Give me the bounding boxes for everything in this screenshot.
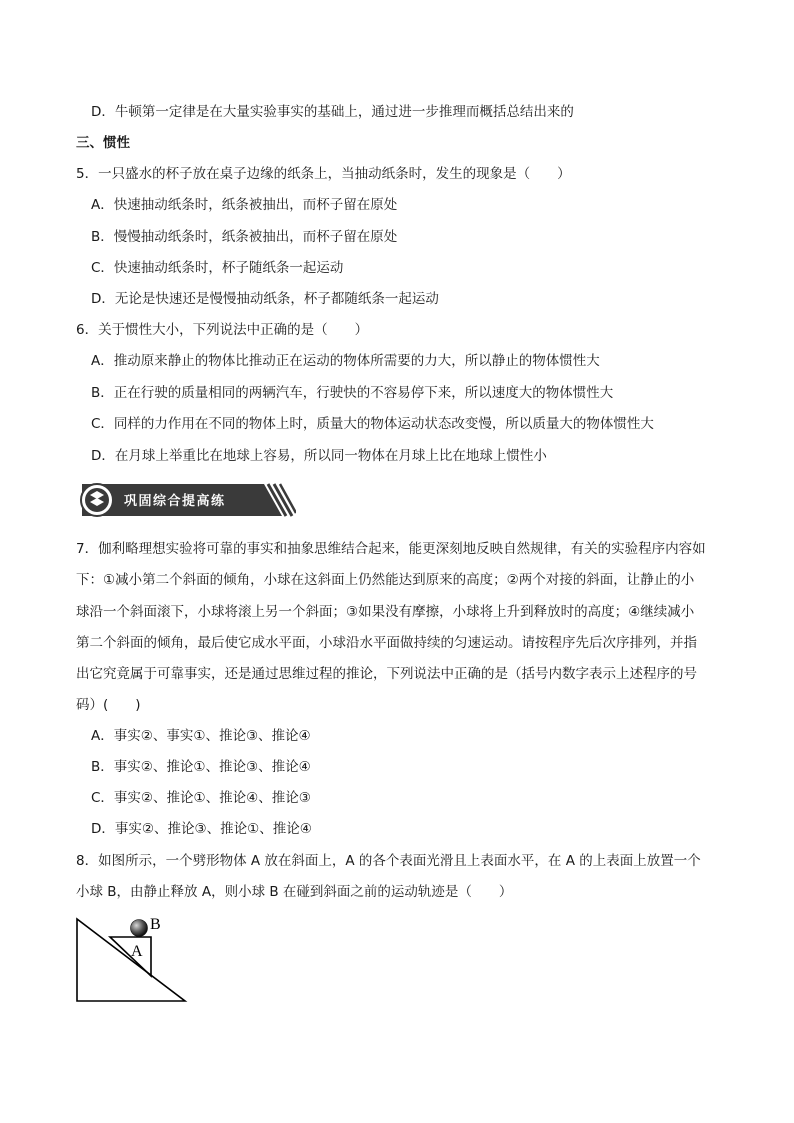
q7-stem-line-3: 球沿一个斜面滚下，小球将滚上另一个斜面；③如果没有摩擦，小球将上升到释放时的高度；④继续减小 [76, 604, 695, 620]
label-a: A [131, 943, 143, 960]
q7-stem-line-6: 码）( ) [76, 697, 141, 713]
q7-option-c: C．事实②、推论①、推论④、推论③ [91, 790, 311, 806]
q6-stem: 6．关于惯性大小，下列说法中正确的是（ ） [76, 322, 369, 338]
q7-stem-line-2: 下：①减小第二个斜面的倾角，小球在这斜面上仍然能达到原来的高度；②两个对接的斜面，让静止的小 [76, 572, 695, 588]
q8-stem-line-1: 8．如图所示，一个劈形物体 A 放在斜面上，A 的各个表面光滑且上表面水平，在 A 的上表面上放置一个 [76, 853, 701, 869]
q7-stem-line-4: 第二个斜面的倾角，最后使它成水平面，小球沿水平面做持续的匀速运动。请按程序先后次序排列，并指 [76, 635, 697, 651]
q5-option-a: A．快速抽动纸条时，纸条被抽出，而杯子留在原处 [91, 197, 398, 213]
q7-stem-line-5: 出它究竟属于可靠事实，还是通过思维过程的推论，下列说法中正确的是（括号内数字表示上述程序的号 [76, 666, 697, 682]
q4-option-d: D．牛顿第一定律是在大量实验事实的基础上，通过进一步推理而概括总结出来的 [91, 104, 574, 120]
q7-stem-line-1: 7．伽利略理想实验将可靠的事实和抽象思维结合起来，能更深刻地反映自然规律，有关的实验程序内容如 [76, 541, 706, 557]
section-heading: 三、惯性 [76, 135, 130, 151]
q8-figure [68, 908, 198, 1008]
q5-option-d: D．无论是快速还是慢慢抽动纸条，杯子都随纸条一起运动 [91, 291, 439, 307]
label-b: B [150, 916, 161, 933]
q7-option-a: A．事实②、事实①、推论③、推论④ [91, 728, 311, 744]
q7-option-d: D．事实②、推论③、推论①、推论④ [91, 821, 312, 837]
q6-option-a: A．推动原来静止的物体比推动正在运动的物体所需要的力大，所以静止的物体惯性大 [91, 353, 600, 369]
q8-stem-line-2: 小球 B，由静止释放 A，则小球 B 在碰到斜面之前的运动轨迹是（ ） [76, 884, 513, 900]
q6-option-b: B．正在行驶的质量相同的两辆汽车，行驶快的不容易停下来，所以速度大的物体惯性大 [91, 385, 614, 401]
section-banner [76, 481, 296, 519]
q7-option-b: B．事实②、推论①、推论③、推论④ [91, 759, 311, 775]
q5-option-b: B．慢慢抽动纸条时，纸条被抽出，而杯子留在原处 [91, 229, 398, 245]
ball-b [131, 920, 148, 937]
q6-option-d: D．在月球上举重比在地球上容易，所以同一物体在月球上比在地球上惯性小 [91, 448, 547, 464]
q6-option-c: C．同样的力作用在不同的物体上时，质量大的物体运动状态改变慢，所以质量大的物体惯性大 [91, 416, 654, 432]
banner-title: 巩固综合提高练 [124, 494, 226, 509]
q5-option-c: C．快速抽动纸条时，杯子随纸条一起运动 [91, 260, 344, 276]
q5-stem: 5．一只盛水的杯子放在桌子边缘的纸条上，当抽动纸条时，发生的现象是（ ） [76, 166, 571, 182]
